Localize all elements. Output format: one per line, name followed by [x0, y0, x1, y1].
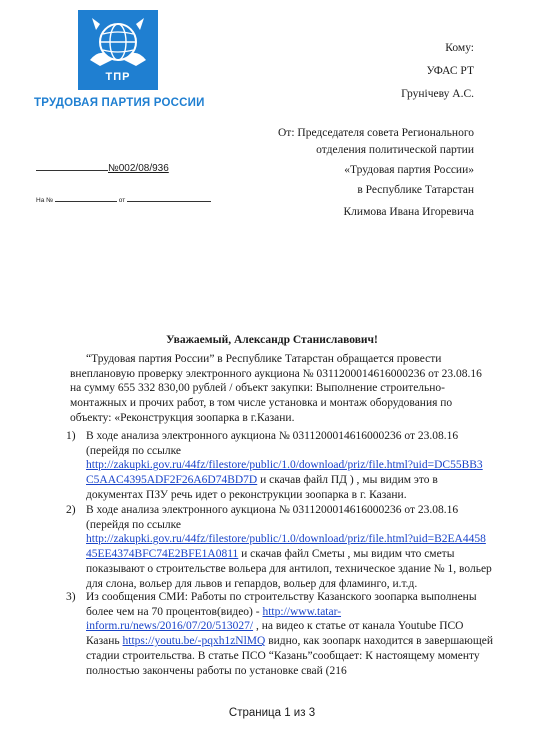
sender-line: в Республике Татарстан	[357, 184, 474, 196]
list-item-number: 1)	[66, 430, 76, 442]
party-name: ТРУДОВАЯ ПАРТИЯ РОССИИ	[34, 97, 205, 109]
list-item-text: , на видео к статье от канала Youtube ПСО Казань	[86, 620, 464, 648]
page-counter: Страница 1 из 3	[228, 707, 316, 719]
list-item-number: 2)	[66, 504, 76, 516]
party-logo	[78, 10, 158, 90]
link-text: http://www.tatar-	[262, 605, 342, 618]
list-item-text: видно, как зоопарк находится в завершающей стадии строительства. В статье ПСО “Казань”сообщает: К настоящему моменту полностью закончены работы по установке свай (216	[86, 635, 493, 677]
link-text: http://zakupki.gov.ru/44fz/filestore/public/1.0/download/priz/file.html?uid=DC55BB3	[86, 459, 483, 472]
outgoing-number-value: №002/08/936	[108, 163, 169, 174]
link-text: http://zakupki.gov.ru/44fz/filestore/public/1.0/download/priz/file.html?uid=B2EA4458	[86, 533, 486, 546]
sender-line: отделения политической партии	[316, 144, 474, 156]
sender-line: «Трудовая партия России»	[344, 164, 474, 176]
list-item-text: и скачав файл ПД ) , мы видим это в документах ПЗУ речь идет о реконструкции зоопарка в г. Казани.	[86, 474, 438, 501]
intro-text: “Трудовая партия России” в Республике Татарстан обращается провести внеплановую проверку электронного аукциона № 0311200014616000236 от 23.08.16 на сумму 655 332 830,00 рублей / объект закупки: Выполнение строительно-монтажных и прочих работ, в том числе установка и монтаж оборудования по объекту: «Реконструкция зоопарка в г.Казани.	[70, 353, 482, 424]
ref-from-label: от	[118, 197, 126, 204]
sender-line: От: Председателя совета Регионального	[277, 127, 474, 139]
link-text: inform.ru/news/2016/07/20/513027/	[86, 620, 254, 633]
ref-label: На №	[36, 197, 54, 204]
reference-line	[36, 197, 211, 204]
list-item-text: Из сообщения СМИ: Работы по строительству Казанского зоопарка выполнены более чем на 70 процентов(видео) -	[86, 591, 477, 618]
blank-line	[127, 201, 211, 202]
logo-abbreviation: ТПР	[105, 71, 131, 83]
sender-line: Климова Ивана Игоревича	[343, 206, 474, 218]
recipient-org: УФАС РТ	[426, 65, 474, 77]
recipient-person: Грунічеву А.С.	[401, 88, 474, 100]
link-text: 45EE4374BFC74E2BFE1A0811	[86, 548, 239, 561]
list-item-text: и скачав файл Сметы , мы видим что сметы показывают о строительстве вольера для антилоп, техническое здание № 1, вольер для слона, вольер для львов и гепардов, вольер для фламинго, и.т.д.	[86, 548, 492, 590]
video-link[interactable]: https://youtu.be/-pqxh1zNlMQ	[122, 635, 266, 648]
to-label: Кому:	[445, 42, 474, 54]
list-item	[66, 590, 496, 678]
list-item	[66, 503, 496, 591]
salutation: Уважаемый, Александр Станиславович!	[166, 334, 378, 346]
list-item-number: 3)	[66, 591, 76, 603]
list-item	[66, 429, 496, 503]
blank-line	[36, 170, 108, 171]
blank-line	[55, 201, 117, 202]
intro-paragraph	[70, 352, 490, 426]
list-item-text: В ходе анализа электронного аукциона № 0311200014616000236 от 23.08.16 (перейдя по ссылке	[86, 504, 459, 531]
list-item-text: В ходе анализа электронного аукциона № 0311200014616000236 от 23.08.16 (перейдя по ссылке	[86, 430, 459, 457]
link-text: C5AAC4395ADF2F26A6D74BD7D	[86, 474, 258, 487]
outgoing-number	[36, 163, 169, 174]
